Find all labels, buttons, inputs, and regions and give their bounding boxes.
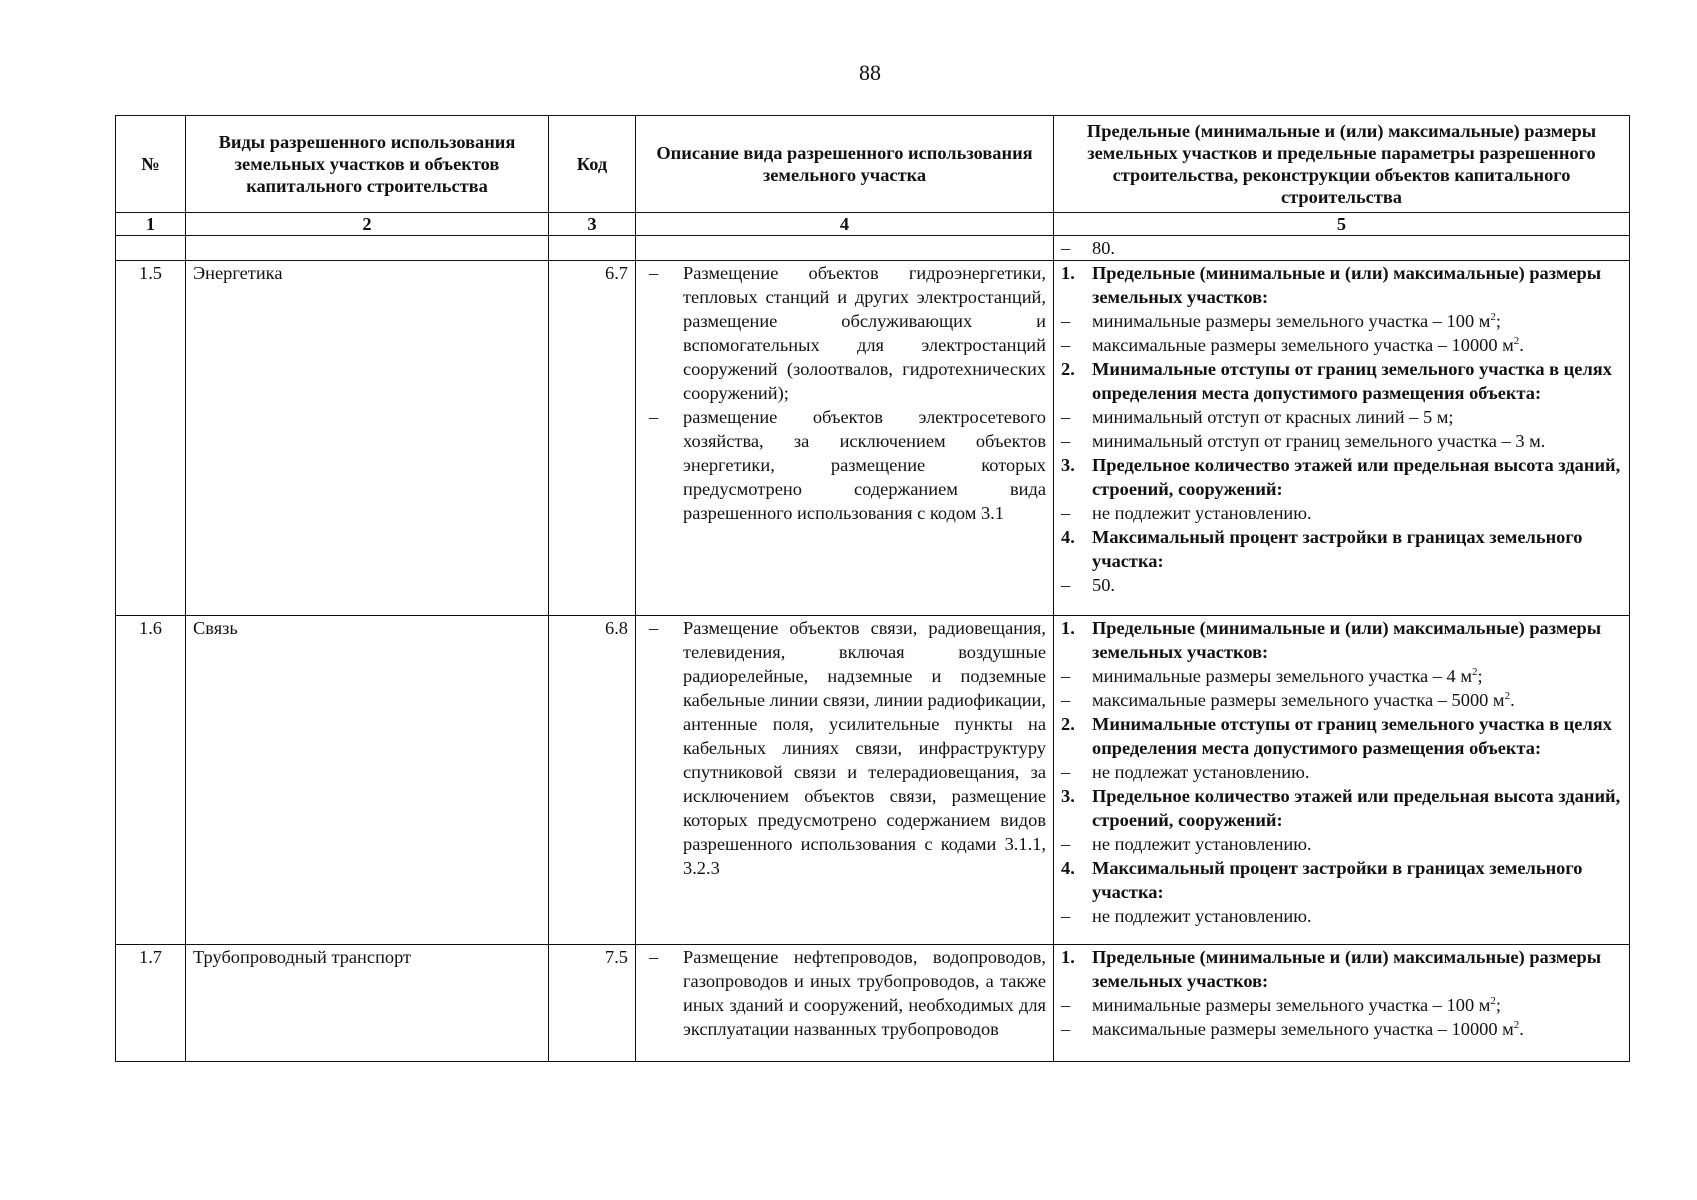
param-item: [1061, 261, 1622, 309]
cell-name: [186, 236, 549, 261]
param-superscript: 2: [1504, 689, 1511, 702]
param-text: [1092, 712, 1622, 760]
description-marker: –: [649, 407, 659, 427]
param-marker: –: [1061, 335, 1071, 355]
param-text: [1092, 405, 1622, 429]
param-text-tail: ;: [1477, 666, 1483, 686]
param-text-main: Максимальный процент застройки в границах земельного участка:: [1092, 527, 1583, 571]
param-item: [1061, 429, 1622, 453]
param-text-main: Максимальный процент застройки в границах земельного участка:: [1092, 858, 1583, 902]
header-row: [116, 116, 1630, 213]
table-row: [116, 616, 1630, 945]
param-text-main: минимальный отступ от красных линий – 5 м;: [1092, 407, 1454, 427]
cell-no: [116, 236, 186, 261]
param-text-main: Минимальные отступы от границ земельного участка в целях определения места допустимого размещения объекта:: [1092, 714, 1612, 758]
param-text-tail: .: [1519, 335, 1524, 355]
param-text: [1092, 664, 1622, 688]
column-number: 3: [549, 213, 636, 236]
param-marker: –: [1061, 311, 1071, 331]
param-text-main: не подлежат установлению.: [1092, 762, 1310, 782]
param-item: [1061, 357, 1622, 405]
param-text-tail: .: [1519, 1019, 1524, 1039]
param-superscript: 2: [1490, 310, 1496, 323]
param-text-main: 50.: [1092, 575, 1115, 595]
param-text-main: Предельные (минимальные и (или) максимальные) размеры земельных участков:: [1092, 618, 1602, 662]
param-item: [1061, 333, 1622, 357]
param-text-main: минимальный отступ от границ земельного участка – 3 м.: [1092, 431, 1546, 451]
param-marker: –: [1061, 690, 1071, 710]
param-marker: –: [1061, 575, 1071, 595]
description-text: Размещение нефтепроводов, водопроводов, газопроводов и иных трубопроводов, а также иных зданий и сооружений, необходимых для эксплуатации названных трубопроводов: [683, 947, 1046, 1039]
column-numbers-row: [116, 213, 1630, 236]
param-item: [1061, 688, 1622, 712]
param-text: [1092, 501, 1622, 525]
param-text: [1092, 832, 1622, 856]
param-text: [1092, 261, 1622, 309]
param-marker: –: [1061, 906, 1071, 926]
param-marker: 3.: [1061, 455, 1075, 475]
param-text-main: не подлежит установлению.: [1092, 906, 1312, 926]
param-marker: –: [1061, 503, 1071, 523]
param-text: [1092, 1017, 1622, 1041]
table-row: [116, 261, 1630, 616]
column-number: 4: [636, 213, 1054, 236]
param-text-main: не подлежит установлению.: [1092, 503, 1312, 523]
description-text: Размещение объектов гидроэнергетики, тепловых станций и других электростанций, размещение обслуживающих и вспомогательных для электростанций сооружений (золоотвалов, гидротехнических сооружений);: [683, 263, 1046, 403]
cell-no: 1.5: [116, 261, 186, 616]
param-text: 80.: [1092, 238, 1115, 258]
param-text-main: Предельное количество этажей или предельная высота зданий, строений, сооружений:: [1092, 786, 1621, 830]
param-marker: –: [1061, 1019, 1071, 1039]
param-text: [1092, 357, 1622, 405]
param-marker: –: [1061, 762, 1071, 782]
param-item: [1061, 453, 1622, 501]
param-text-tail: ;: [1495, 311, 1502, 331]
param-item: [1061, 664, 1622, 688]
param-text: [1092, 429, 1622, 453]
header-no: №: [116, 116, 186, 213]
param-text-main: минимальные размеры земельного участка – 100 м: [1092, 311, 1491, 331]
param-marker: –: [1061, 238, 1071, 258]
description-text: размещение объектов электросетевого хозяйства, за исключением объектов энергетики, размещение которых предусмотрено содержанием вида разрешенного использования с кодом 3.1: [683, 407, 1046, 523]
cell-description: [636, 945, 1054, 1062]
param-marker: –: [1061, 407, 1071, 427]
param-text: [1092, 856, 1622, 904]
cell-no: 1.7: [116, 945, 186, 1062]
param-text: [1092, 616, 1622, 664]
param-text-main: Предельное количество этажей или предельная высота зданий, строений, сооружений:: [1092, 455, 1621, 499]
cell-name: Трубопроводный транспорт: [186, 945, 549, 1062]
column-number: 5: [1054, 213, 1630, 236]
continuation-row: [116, 236, 1630, 261]
param-text: [1092, 760, 1622, 784]
header-limits: Предельные (минимальные и (или) максимальные) размеры земельных участков и предельные параметры разрешенного строительства, реконструкции объектов капитального строительства: [1054, 116, 1630, 213]
cell-name: Связь: [186, 616, 549, 945]
param-marker: –: [1061, 995, 1071, 1015]
param-marker: 1.: [1061, 947, 1075, 967]
param-text: [1092, 688, 1622, 712]
cell-params: [1054, 945, 1630, 1062]
cell-params: [1054, 236, 1630, 261]
param-item: [1061, 573, 1622, 597]
param-text-main: максимальные размеры земельного участка – 10000 м: [1092, 1019, 1514, 1039]
param-marker: –: [1061, 431, 1071, 451]
description-item: [643, 405, 1046, 525]
param-item: [1061, 856, 1622, 904]
header-description: Описание вида разрешенного использования земельного участка: [636, 116, 1054, 213]
column-number: 2: [186, 213, 549, 236]
param-item: [1061, 1017, 1622, 1041]
param-marker: –: [1061, 834, 1071, 854]
param-marker: 4.: [1061, 858, 1075, 878]
param-text: [1092, 573, 1622, 597]
cell-code: 7.5: [549, 945, 636, 1062]
param-marker: –: [1061, 666, 1071, 686]
param-item: [1061, 236, 1622, 260]
description-item: [643, 261, 1046, 405]
cell-code: 6.7: [549, 261, 636, 616]
param-text: [1092, 333, 1622, 357]
param-text-main: Предельные (минимальные и (или) максимальные) размеры земельных участков:: [1092, 947, 1602, 991]
param-text-main: максимальные размеры земельного участка – 10000 м: [1092, 335, 1514, 355]
cell-params: [1054, 261, 1630, 616]
param-marker: 2.: [1061, 359, 1075, 379]
param-item: [1061, 904, 1622, 928]
cell-no: 1.6: [116, 616, 186, 945]
param-item: [1061, 405, 1622, 429]
description-marker: –: [649, 947, 659, 967]
param-text: [1092, 453, 1622, 501]
param-text-main: минимальные размеры земельного участка – 4 м: [1092, 666, 1472, 686]
zoning-table: [115, 115, 1630, 1062]
param-text-main: минимальные размеры земельного участка – 100 м: [1092, 995, 1491, 1015]
description-marker: –: [649, 618, 659, 638]
description-text: Размещение объектов связи, радиовещания, телевидения, включая воздушные радиорелейные, надземные и подземные кабельные линии связи, линии радиофикации, антенные поля, усилительные пункты на кабельных линиях связи, инфраструктуру спутниковой связи и телерадиовещания, за исключением объектов связи, размещение которых предусмотрено содержанием видов разрешенного использования с кодами 3.1.1, 3.2.3: [683, 618, 1046, 878]
cell-name: Энергетика: [186, 261, 549, 616]
param-text: [1092, 784, 1622, 832]
page-number: 88: [859, 60, 881, 85]
param-item: [1061, 309, 1622, 333]
param-item: [1061, 616, 1622, 664]
param-item: [1061, 712, 1622, 760]
param-text: [1092, 309, 1622, 333]
header-code: Код: [549, 116, 636, 213]
param-marker: 1.: [1061, 618, 1075, 638]
param-marker: 2.: [1061, 714, 1075, 734]
param-superscript: 2: [1513, 1018, 1520, 1031]
param-item: [1061, 525, 1622, 573]
param-text: [1092, 993, 1622, 1017]
description-item: [643, 945, 1046, 1041]
cell-description: [636, 261, 1054, 616]
description-marker: –: [649, 263, 659, 283]
cell-description: [636, 616, 1054, 945]
param-superscript: 2: [1490, 994, 1496, 1007]
param-superscript: 2: [1513, 334, 1520, 347]
param-marker: 3.: [1061, 786, 1075, 806]
param-text-tail: .: [1510, 690, 1515, 710]
param-item: [1061, 784, 1622, 832]
param-text-tail: ;: [1495, 995, 1502, 1015]
cell-code: 6.8: [549, 616, 636, 945]
param-item: [1061, 993, 1622, 1017]
cell-description: [636, 236, 1054, 261]
param-item: [1061, 832, 1622, 856]
header-kind: Виды разрешенного использования земельных участков и объектов капитального строительства: [186, 116, 549, 213]
param-text-main: максимальные размеры земельного участка – 5000 м: [1092, 690, 1505, 710]
param-text-main: не подлежит установлению.: [1092, 834, 1312, 854]
param-item: [1061, 945, 1622, 993]
param-item: [1061, 760, 1622, 784]
column-number: 1: [116, 213, 186, 236]
param-superscript: 2: [1472, 665, 1478, 678]
description-item: [643, 616, 1046, 880]
param-text-main: Предельные (минимальные и (или) максимальные) размеры земельных участков:: [1092, 263, 1602, 307]
table-row: [116, 945, 1630, 1062]
param-text: [1092, 945, 1622, 993]
param-marker: 4.: [1061, 527, 1075, 547]
param-text-main: Минимальные отступы от границ земельного участка в целях определения места допустимого размещения объекта:: [1092, 359, 1612, 403]
param-text: [1092, 904, 1622, 928]
param-text: [1092, 525, 1622, 573]
param-item: [1061, 501, 1622, 525]
cell-code: [549, 236, 636, 261]
param-marker: 1.: [1061, 263, 1075, 283]
cell-params: [1054, 616, 1630, 945]
